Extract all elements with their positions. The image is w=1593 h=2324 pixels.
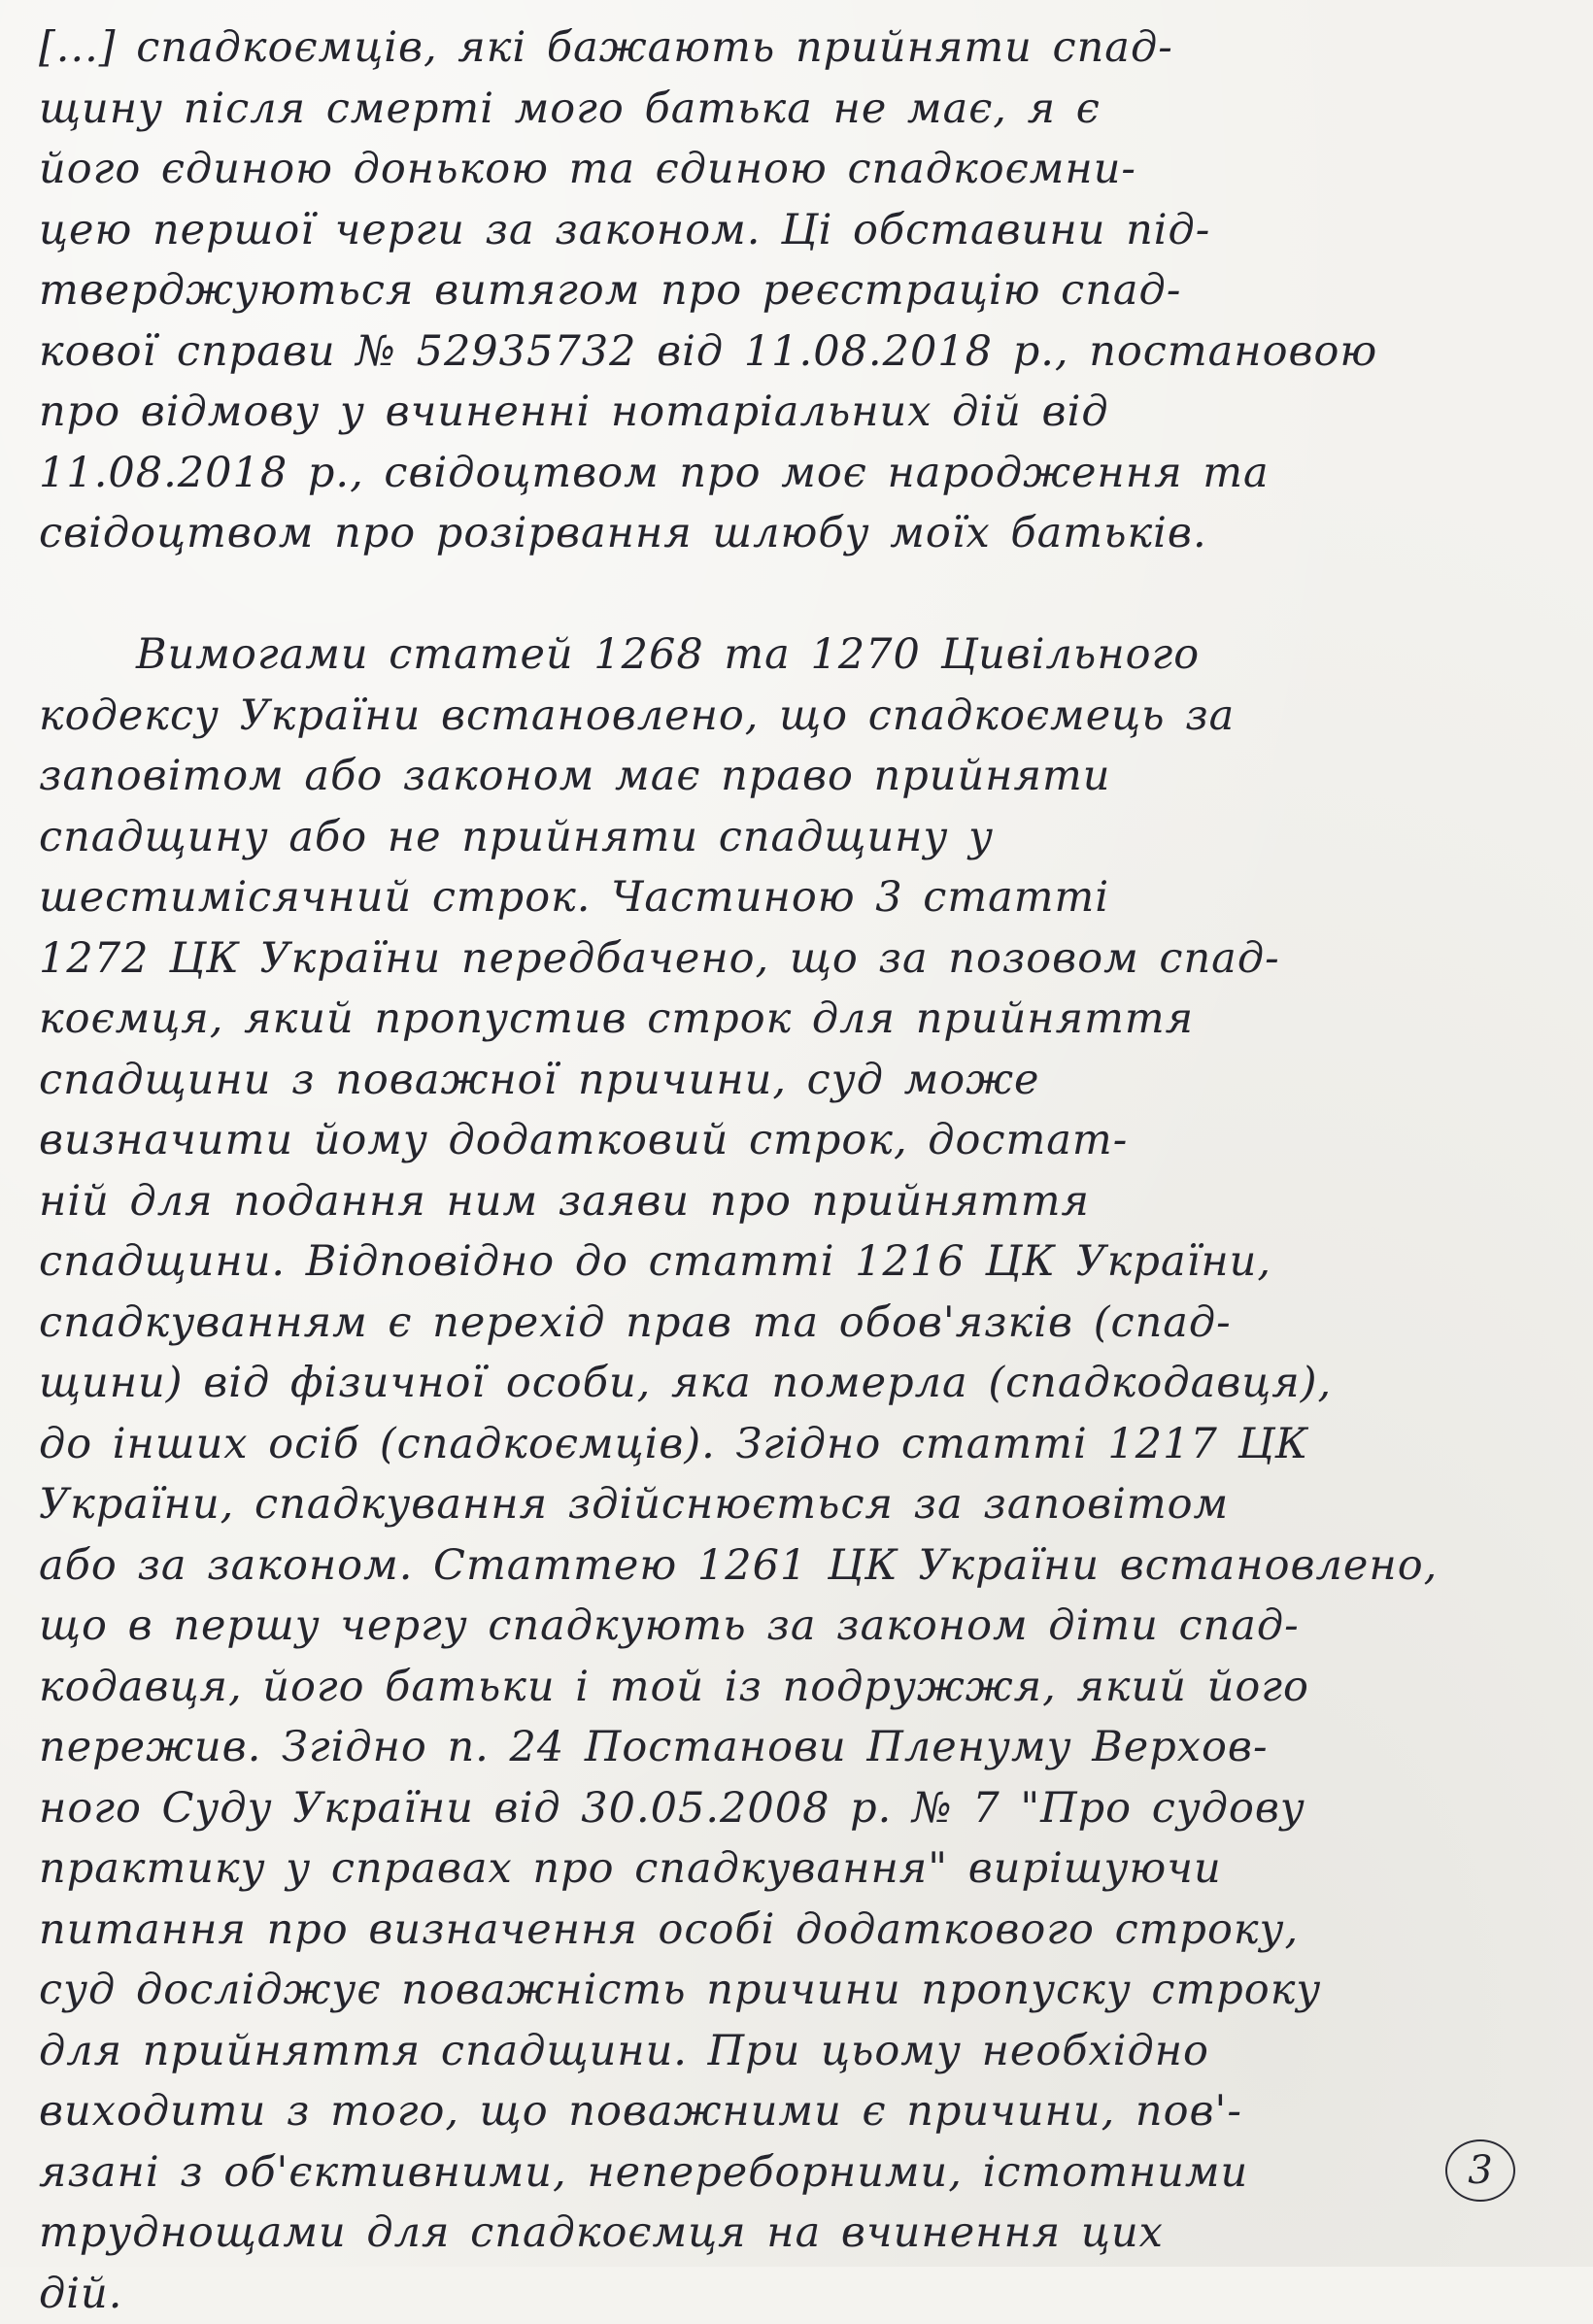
text-line: кодавця, його батьки і той із подружжя, який його: [39, 1657, 1554, 1718]
text-line: до інших осіб (спадкоємців). Згідно статті 1217 ЦК: [39, 1414, 1554, 1475]
text-line: шестимісячний строк. Частиною 3 статті: [39, 867, 1554, 928]
text-line: спадщини з поважної причини, суд може: [39, 1050, 1554, 1111]
text-line: визначити йому додатковий строк, достат-: [39, 1110, 1554, 1171]
text-line: практику у справах про спадкування" вирішуючи: [39, 1838, 1554, 1900]
text-line: цею першої черги за законом. Ці обставини під-: [39, 200, 1554, 261]
blank-line: [39, 564, 1554, 625]
text-line: 11.08.2018 р., свідоцтвом про моє народження та: [39, 443, 1554, 504]
text-line: для прийняття спадщини. При цьому необхідно: [39, 2021, 1554, 2082]
text-line: тверджуються витягом про реєстрацію спад-: [39, 260, 1554, 321]
text-line: заповітом або законом має право прийняти: [39, 746, 1554, 807]
text-line: України, спадкування здійснюється за заповітом: [39, 1474, 1554, 1535]
text-line: щину після смерті мого батька не має, я є: [39, 79, 1554, 140]
text-line: коємця, який пропустив строк для прийняття: [39, 989, 1554, 1050]
text-line: труднощами для спадкоємця на вчинення цих: [39, 2203, 1554, 2264]
text-line: що в першу чергу спадкують за законом діти спад-: [39, 1596, 1554, 1657]
text-line: кової справи № 52935732 від 11.08.2018 р., постановою: [39, 321, 1554, 383]
text-line: пережив. Згідно п. 24 Постанови Пленуму Верхов-: [39, 1717, 1554, 1778]
text-line: про відмову у вчиненні нотаріальних дій від: [39, 382, 1554, 443]
text-line: виходити з того, що поважними є причини, пов'-: [39, 2081, 1554, 2142]
text-line: ній для подання ним заяви про прийняття: [39, 1171, 1554, 1232]
text-line: суд досліджує поважність причини пропуску строку: [39, 1960, 1554, 2021]
text-line: ного Суду України від 30.05.2008 р. № 7 "Про судову: [39, 1778, 1554, 1839]
handwritten-body: [39, 17, 1554, 2324]
text-line: питання про визначення особі додаткового строку,: [39, 1900, 1554, 1961]
paragraph-start-line: Вимогами статей 1268 та 1270 Цивільного: [39, 624, 1554, 686]
text-line: спадщини. Відповідно до статті 1216 ЦК України,: [39, 1231, 1554, 1293]
text-line: язані з об'єктивними, непереборними, істотними: [39, 2142, 1554, 2204]
text-line: [...] спадкоємців, які бажають прийняти спад-: [39, 17, 1554, 79]
text-line: дій.: [39, 2264, 1554, 2324]
text-line: спадкуванням є перехід прав та обов'язків (спад-: [39, 1293, 1554, 1354]
text-line: кодексу України встановлено, що спадкоємець за: [39, 686, 1554, 747]
page-number: 3: [1445, 2139, 1515, 2202]
text-line: свідоцтвом про розірвання шлюбу моїх батьків.: [39, 503, 1554, 564]
text-line: 1272 ЦК України передбачено, що за позовом спад-: [39, 928, 1554, 990]
text-line: спадщину або не прийняти спадщину у: [39, 807, 1554, 868]
text-line: його єдиною донькою та єдиною спадкоємни-: [39, 139, 1554, 200]
text-line: щини) від фізичної особи, яка померла (спадкодавця),: [39, 1353, 1554, 1414]
text-line: або за законом. Статтею 1261 ЦК України встановлено,: [39, 1535, 1554, 1597]
